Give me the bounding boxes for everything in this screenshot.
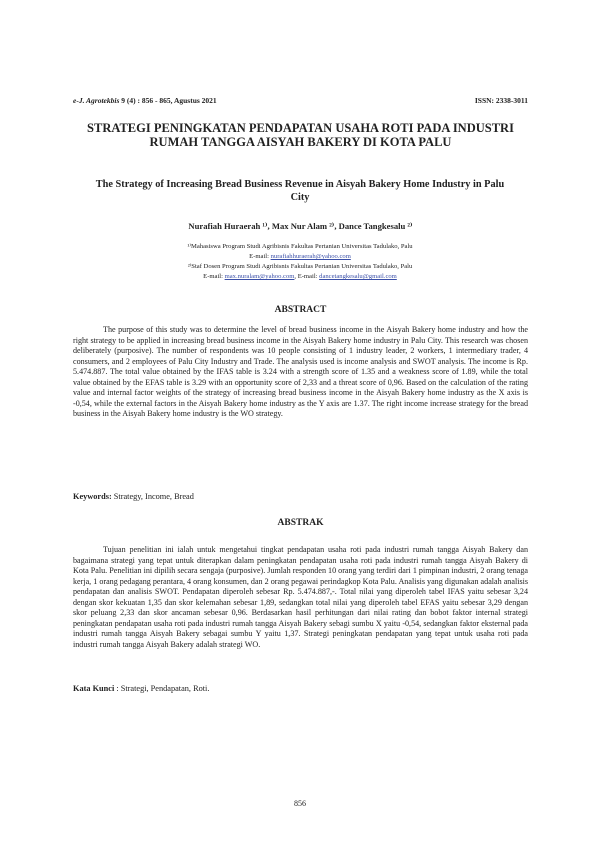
affiliation-1-email-line	[100, 252, 500, 262]
affiliation-2-email-line	[100, 272, 500, 282]
paper-title-english: The Strategy of Increasing Bread Business Revenue in Aisyah Bakery Home Industry in Palu City	[95, 179, 505, 203]
kata-kunci-label: Kata Kunci	[73, 684, 115, 693]
issn: ISSN: 2338-3011	[474, 96, 528, 105]
page-number: 856	[294, 799, 306, 808]
email-label: , E-mail:	[294, 273, 320, 280]
kata-kunci-list: : Strategi, Pendapatan, Roti.	[114, 684, 210, 693]
journal-volume: 9 (4) : 856 - 865, Agustus 2021	[119, 96, 217, 105]
email-label: E-mail:	[249, 253, 271, 260]
keywords	[73, 492, 528, 501]
keywords-label: Keywords:	[73, 492, 112, 501]
abstrak-body: Tujuan penelitian ini ialah untuk mengetahui tingkat pendapatan usaha roti pada industri rumah tangga Aisyah Bakery dan bagaimana strategi yang tepat untuk diterapkan dalam peningkatan pendapatan usaha roti pada industri rumah tangga Aisyah Bakery di Kota Palu. Penelitian ini dipilih secara sengaja (purposive). Jumlah responden 10 orang yang terdiri dari 1 pimpinan industri, 2 orang tenaga kerja, 1 orang pedagang perantara, 4 orang konsumen, dan 2 orang pegawai perindagkop Kota Palu. Analisis yang digunakan adalah analisis pendapatan dan analisis SWOT. Pendapatan diperoleh sebesar Rp. 5.474.887,-. Total nilai yang diperoleh tabel IFAS yaitu sebesar 3,24 dengan skor kekuatan 1,35 dan skor kelemahan sebesar 1,89, sedangkan total nilai yang diperoleh tabel EFAS yaitu sebesar 3,29 dengan skor peluang 2,33 dan skor ancaman sebesar 0,96. Berdasarkan hasil perhitungan dari nilai rating dan bobot faktor internal strategi peningkatan pendapatan usaha roti pada industri rumah tangga Aisyah Bakery sebagi sumbu X yaitu -0,54, sedangkan faktor eksternal pada industri rumah tangga Aisyah Bakery sebagai sumbu Y yaitu 1,37. Strategi peningkatan pendapatan yang tepat untuk usaha roti pada industri rumah tangga Aisyah Bakery adalah strategi WO.	[73, 545, 528, 649]
journal-name: e-J. Agrotekbis	[73, 96, 120, 105]
email-link-3[interactable]: dancetangkesalu@gmail.com	[319, 273, 397, 280]
email-link-2[interactable]: max.nuralam@yahoo.com	[224, 273, 295, 280]
affiliation-2: ²⁾Staf Dosen Program Studi Agribisnis Fakultas Pertanian Universitas Tadulako, Palu	[187, 263, 413, 270]
affiliations	[100, 242, 500, 282]
journal-citation	[73, 96, 217, 105]
email-link-1[interactable]: nurafiahhuraerah@yahoo.com	[270, 253, 351, 260]
kata-kunci	[73, 684, 528, 693]
affiliation-1: ¹⁾Mahasiswa Program Studi Agribisnis Fakultas Pertanian Universitas Tadulako, Palu	[187, 243, 413, 250]
abstract-heading: ABSTRACT	[274, 305, 327, 315]
abstract-body: The purpose of this study was to determine the level of bread business income in the Aisyah Bakery home industry and how the right strategy to be applied in increasing bread business income in the Aisyah Bakery home industry in Palu City. This research was chosen deliberately (purposive). The number of respondents was 10 people consisting of 1 industry leader, 2 workers, 1 intermediary trader, 4 consumers, and 2 employees of Palu City Industry and Trade. The analysis used is income analysis and SWOT analysis. The income is Rp. 5.474.887. The total value obtained by the IFAS table is 3.24 with a strength score of 1.35 and a weakness score of 1.89, while the total value obtained by the EFAS table is 3.29 with an opportunity score of 2,33 and a threat score of 0,96. Based on the calculation of the rating value and internal factor weights of the strategy of increasing bread business income in the Aisyah Bakery home industry as the X axis is -0,54, while the external factors in the Aisyah Bakery home industry as the Y axis are 1.37. The right income increase strategy for the bread business in the Aisyah Bakery home industry is the WO strategy.	[73, 325, 528, 418]
abstrak-heading: ABSTRAK	[277, 518, 324, 528]
paper-title: STRATEGI PENINGKATAN PENDAPATAN USAHA ROTI PADA INDUSTRI RUMAH TANGGA AISYAH BAKERY DI KOTA PALU	[87, 121, 514, 149]
keywords-list: Strategy, Income, Bread	[111, 492, 194, 501]
authors: Nurafiah Huraerah ¹⁾, Max Nur Alam ²⁾, Dance Tangkesalu ²⁾	[188, 221, 413, 231]
email-label: E-mail:	[203, 273, 225, 280]
